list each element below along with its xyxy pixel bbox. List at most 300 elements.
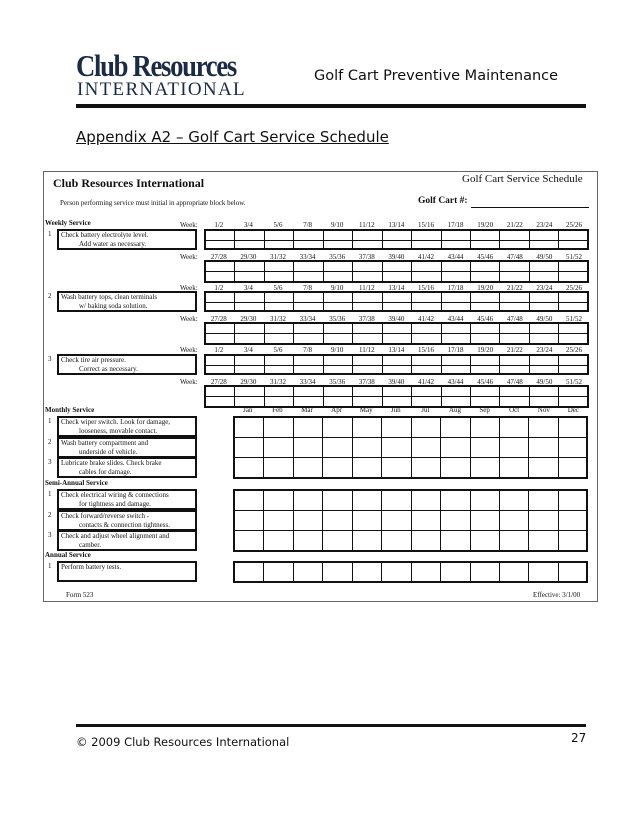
initial-cell[interactable] xyxy=(353,387,382,397)
initial-cell[interactable] xyxy=(294,272,323,282)
task-description xyxy=(57,489,197,510)
task-line-1: Wash battery tops, clean terminals xyxy=(61,293,158,301)
week-header: 25/26 xyxy=(566,284,582,292)
initial-cell[interactable] xyxy=(235,418,264,438)
initial-cell[interactable] xyxy=(471,272,500,282)
initial-cell[interactable] xyxy=(500,324,529,334)
initial-cell[interactable] xyxy=(294,366,323,376)
initial-cell[interactable] xyxy=(294,531,323,551)
initial-cell[interactable] xyxy=(324,293,353,303)
week-header: 17/18 xyxy=(447,346,464,354)
initial-cell[interactable] xyxy=(294,334,323,344)
initial-cell[interactable] xyxy=(441,491,470,511)
initial-cell[interactable] xyxy=(324,231,353,241)
initial-cell[interactable] xyxy=(265,334,294,344)
week-header: 23/24 xyxy=(536,221,553,229)
initial-cell[interactable] xyxy=(530,262,559,272)
initial-cell[interactable] xyxy=(383,241,412,251)
initial-cell[interactable] xyxy=(500,511,529,531)
initial-cell[interactable] xyxy=(442,356,471,366)
initial-cell[interactable] xyxy=(235,334,264,344)
initial-cell[interactable] xyxy=(265,387,294,397)
initial-cell[interactable] xyxy=(471,458,500,478)
initial-cell[interactable] xyxy=(206,387,235,397)
initial-cell[interactable] xyxy=(294,324,323,334)
initial-cell[interactable] xyxy=(206,303,235,313)
initial-cell[interactable] xyxy=(324,366,353,376)
initial-cell[interactable] xyxy=(323,531,352,551)
initial-cell[interactable] xyxy=(264,491,293,511)
initial-cell[interactable] xyxy=(206,324,235,334)
task-line-1: Check forward/reverse switch - xyxy=(61,511,150,520)
initial-cell[interactable] xyxy=(500,563,529,583)
week-header: 39/40 xyxy=(388,253,405,261)
initial-cell[interactable] xyxy=(353,356,382,366)
initial-cell[interactable] xyxy=(559,241,588,251)
initial-cell[interactable] xyxy=(559,387,588,397)
initial-cell[interactable] xyxy=(353,531,382,551)
initial-cell[interactable] xyxy=(294,387,323,397)
task-number: 3 xyxy=(48,531,52,540)
initial-cell[interactable] xyxy=(471,531,500,551)
initial-cell[interactable] xyxy=(383,272,412,282)
week-header: 7/8 xyxy=(303,221,313,229)
initial-cell[interactable] xyxy=(353,324,382,334)
monthly-grid xyxy=(233,416,588,479)
initial-cell[interactable] xyxy=(471,334,500,344)
initial-cell[interactable] xyxy=(235,511,264,531)
initial-cell[interactable] xyxy=(324,241,353,251)
initial-cell[interactable] xyxy=(500,334,529,344)
initial-cell[interactable] xyxy=(530,324,559,334)
initial-cell[interactable] xyxy=(441,458,470,478)
initial-cell[interactable] xyxy=(412,293,441,303)
initial-cell[interactable] xyxy=(235,563,264,583)
golf-cart-number-field[interactable] xyxy=(471,207,589,208)
initial-cell[interactable] xyxy=(471,356,500,366)
initial-cell[interactable] xyxy=(294,511,323,531)
initial-cell[interactable] xyxy=(471,293,500,303)
initial-cell[interactable] xyxy=(471,387,500,397)
task-line-2: for tightness and damage. xyxy=(79,500,151,508)
initial-cell[interactable] xyxy=(324,334,353,344)
initial-cell[interactable] xyxy=(412,563,441,583)
initial-cell[interactable] xyxy=(530,293,559,303)
initial-cell[interactable] xyxy=(264,438,293,458)
initial-cell[interactable] xyxy=(529,491,558,511)
initial-cell[interactable] xyxy=(442,366,471,376)
initial-cell[interactable] xyxy=(529,511,558,531)
initial-cell[interactable] xyxy=(324,324,353,334)
initial-cell[interactable] xyxy=(559,324,588,334)
weekly-grid-weeks-1-26 xyxy=(204,229,589,250)
initial-cell[interactable] xyxy=(294,491,323,511)
month-header: Jan xyxy=(243,406,253,414)
initial-cell[interactable] xyxy=(382,438,411,458)
month-header: Sep xyxy=(479,406,490,414)
initial-cell[interactable] xyxy=(264,511,293,531)
initial-cell[interactable] xyxy=(500,356,529,366)
initial-cell[interactable] xyxy=(206,334,235,344)
initial-cell[interactable] xyxy=(353,563,382,583)
header-rule xyxy=(76,104,586,108)
initial-cell[interactable] xyxy=(353,231,382,241)
initial-cell[interactable] xyxy=(412,458,441,478)
initial-cell[interactable] xyxy=(265,303,294,313)
initial-cell[interactable] xyxy=(442,262,471,272)
initial-cell[interactable] xyxy=(235,531,264,551)
initial-cell[interactable] xyxy=(353,303,382,313)
task-number: 1 xyxy=(48,562,52,570)
initial-cell[interactable] xyxy=(353,241,382,251)
initial-cell[interactable] xyxy=(294,241,323,251)
initial-cell[interactable] xyxy=(323,511,352,531)
week-header: 43/44 xyxy=(447,253,464,261)
initial-cell[interactable] xyxy=(441,418,470,438)
week-header: 9/10 xyxy=(330,346,344,354)
initial-cell[interactable] xyxy=(500,387,529,397)
initial-cell[interactable] xyxy=(530,387,559,397)
initial-cell[interactable] xyxy=(206,366,235,376)
initial-cell[interactable] xyxy=(235,272,264,282)
initial-cell[interactable] xyxy=(559,458,588,478)
initial-cell[interactable] xyxy=(206,272,235,282)
initial-cell[interactable] xyxy=(294,293,323,303)
week-header: 5/6 xyxy=(273,221,283,229)
initial-cell[interactable] xyxy=(471,418,500,438)
week-header: 9/10 xyxy=(330,221,344,229)
week-header: 19/20 xyxy=(477,346,494,354)
initial-cell[interactable] xyxy=(500,438,529,458)
week-header: 25/26 xyxy=(566,346,582,354)
initial-cell[interactable] xyxy=(559,418,588,438)
initial-cell[interactable] xyxy=(323,438,352,458)
initial-cell[interactable] xyxy=(323,491,352,511)
week-header: 13/14 xyxy=(388,346,405,354)
copyright: © 2009 Club Resources International xyxy=(76,735,290,749)
initial-cell[interactable] xyxy=(265,293,294,303)
weekly-grid-weeks-27-52 xyxy=(204,260,589,283)
initial-cell[interactable] xyxy=(264,418,293,438)
initial-cell[interactable] xyxy=(471,324,500,334)
month-header: Aug xyxy=(448,406,462,414)
initial-cell[interactable] xyxy=(412,241,441,251)
initial-cell[interactable] xyxy=(383,293,412,303)
initial-cell[interactable] xyxy=(206,356,235,366)
initial-cell[interactable] xyxy=(264,563,293,583)
initial-cell[interactable] xyxy=(294,303,323,313)
initial-cell[interactable] xyxy=(442,334,471,344)
initial-cell[interactable] xyxy=(353,418,382,438)
initial-cell[interactable] xyxy=(353,293,382,303)
initial-cell[interactable] xyxy=(412,324,441,334)
initial-cell[interactable] xyxy=(559,262,588,272)
initial-cell[interactable] xyxy=(530,366,559,376)
initial-cell[interactable] xyxy=(471,241,500,251)
initial-cell[interactable] xyxy=(294,438,323,458)
initial-cell[interactable] xyxy=(412,418,441,438)
initial-cell[interactable] xyxy=(529,531,558,551)
initial-cell[interactable] xyxy=(530,272,559,282)
initial-cell[interactable] xyxy=(559,438,588,458)
initial-cell[interactable] xyxy=(500,303,529,313)
week-header: 35/36 xyxy=(329,253,346,261)
initial-cell[interactable] xyxy=(382,563,411,583)
initial-cell[interactable] xyxy=(412,387,441,397)
initial-cell[interactable] xyxy=(529,458,558,478)
initial-cell[interactable] xyxy=(206,241,235,251)
initial-cell[interactable] xyxy=(383,387,412,397)
section-heading-annual: Annual Service xyxy=(45,551,91,559)
week-header: 41/42 xyxy=(418,315,434,323)
initial-cell[interactable] xyxy=(559,293,588,303)
footer-rule xyxy=(76,724,586,727)
week-header: 37/38 xyxy=(358,315,375,323)
week-header: 17/18 xyxy=(447,221,464,229)
weekly-grid-weeks-27-52 xyxy=(204,385,589,408)
initial-cell[interactable] xyxy=(529,418,558,438)
initial-cell[interactable] xyxy=(412,262,441,272)
week-header: 37/38 xyxy=(358,378,375,386)
week-header: 31/32 xyxy=(270,315,286,323)
initial-cell[interactable] xyxy=(235,262,264,272)
golf-cart-number-label: Golf Cart #: xyxy=(418,196,468,206)
initial-cell[interactable] xyxy=(500,272,529,282)
initial-cell[interactable] xyxy=(265,356,294,366)
week-label: Week: xyxy=(180,284,198,292)
initial-cell[interactable] xyxy=(500,293,529,303)
initial-cell[interactable] xyxy=(235,231,264,241)
week-header: 13/14 xyxy=(388,284,405,292)
initial-cell[interactable] xyxy=(265,272,294,282)
initial-cell[interactable] xyxy=(323,563,352,583)
initial-cell[interactable] xyxy=(353,458,382,478)
initial-cell[interactable] xyxy=(235,303,264,313)
initial-cell[interactable] xyxy=(500,366,529,376)
initial-cell[interactable] xyxy=(353,366,382,376)
initial-cell[interactable] xyxy=(471,438,500,458)
initial-cell[interactable] xyxy=(530,241,559,251)
initial-cell[interactable] xyxy=(529,438,558,458)
initial-cell[interactable] xyxy=(471,303,500,313)
initial-cell[interactable] xyxy=(529,563,558,583)
initial-cell[interactable] xyxy=(471,511,500,531)
initial-cell[interactable] xyxy=(206,231,235,241)
initial-cell[interactable] xyxy=(324,303,353,313)
initial-cell[interactable] xyxy=(412,511,441,531)
initial-cell[interactable] xyxy=(383,231,412,241)
initial-cell[interactable] xyxy=(265,231,294,241)
initial-cell[interactable] xyxy=(294,418,323,438)
week-header: 21/22 xyxy=(506,346,523,354)
logo-international: INTERNATIONAL xyxy=(77,79,246,100)
initial-cell[interactable] xyxy=(383,356,412,366)
initial-cell[interactable] xyxy=(559,231,588,241)
initial-cell[interactable] xyxy=(412,303,441,313)
task-description xyxy=(57,416,197,437)
week-header: 41/42 xyxy=(418,378,434,386)
initial-cell[interactable] xyxy=(382,531,411,551)
initial-cell[interactable] xyxy=(441,511,470,531)
week-header: 5/6 xyxy=(273,346,283,354)
task-line-1: Check and adjust wheel alignment and xyxy=(61,532,170,541)
week-header: 45/46 xyxy=(477,253,494,261)
initial-cell[interactable] xyxy=(265,262,294,272)
week-header: 25/26 xyxy=(566,221,582,229)
week-header: 27/28 xyxy=(210,378,227,386)
month-header: Dec xyxy=(567,406,580,414)
initial-cell[interactable] xyxy=(412,366,441,376)
initial-cell[interactable] xyxy=(206,397,235,407)
initial-cell[interactable] xyxy=(235,324,264,334)
initial-cell[interactable] xyxy=(441,438,470,458)
initial-cell[interactable] xyxy=(442,324,471,334)
initial-cell[interactable] xyxy=(500,262,529,272)
initial-cell[interactable] xyxy=(235,491,264,511)
initial-cell[interactable] xyxy=(500,531,529,551)
initial-cell[interactable] xyxy=(265,324,294,334)
week-header: 15/16 xyxy=(418,346,434,354)
initial-cell[interactable] xyxy=(324,262,353,272)
week-header: 11/12 xyxy=(358,346,375,354)
initial-cell[interactable] xyxy=(412,334,441,344)
initial-cell[interactable] xyxy=(471,366,500,376)
initial-cell[interactable] xyxy=(235,241,264,251)
initial-cell[interactable] xyxy=(559,563,588,583)
initial-cell[interactable] xyxy=(530,231,559,241)
initial-cell[interactable] xyxy=(530,356,559,366)
initial-cell[interactable] xyxy=(382,418,411,438)
initial-cell[interactable] xyxy=(382,458,411,478)
initial-cell[interactable] xyxy=(264,458,293,478)
initial-cell[interactable] xyxy=(500,491,529,511)
initial-cell[interactable] xyxy=(559,531,588,551)
initial-cell[interactable] xyxy=(235,438,264,458)
initial-cell[interactable] xyxy=(353,334,382,344)
initial-cell[interactable] xyxy=(559,366,588,376)
initial-cell[interactable] xyxy=(324,272,353,282)
initial-cell[interactable] xyxy=(442,231,471,241)
initial-cell[interactable] xyxy=(442,293,471,303)
initial-cell[interactable] xyxy=(383,324,412,334)
initial-cell[interactable] xyxy=(383,262,412,272)
initial-cell[interactable] xyxy=(353,262,382,272)
annual-grid xyxy=(233,561,588,583)
initial-cell[interactable] xyxy=(500,458,529,478)
initial-cell[interactable] xyxy=(235,366,264,376)
initial-cell[interactable] xyxy=(353,438,382,458)
logo-club-resources: Club Resources xyxy=(76,48,236,83)
initial-cell[interactable] xyxy=(383,366,412,376)
page-number: 27 xyxy=(571,731,587,745)
initial-cell[interactable] xyxy=(206,293,235,303)
appendix-title: Appendix A2 – Golf Cart Service Schedule xyxy=(76,128,389,146)
initial-cell[interactable] xyxy=(471,262,500,272)
week-header: 9/10 xyxy=(330,284,344,292)
initial-cell[interactable] xyxy=(235,356,264,366)
initial-cell[interactable] xyxy=(383,334,412,344)
week-header: 51/52 xyxy=(566,315,582,323)
week-header: 31/32 xyxy=(270,378,286,386)
initial-cell[interactable] xyxy=(559,511,588,531)
week-header: 19/20 xyxy=(477,284,494,292)
initial-cell[interactable] xyxy=(323,458,352,478)
initial-cell[interactable] xyxy=(412,531,441,551)
initial-cell[interactable] xyxy=(265,241,294,251)
initial-cell[interactable] xyxy=(530,303,559,313)
initial-cell[interactable] xyxy=(294,262,323,272)
initial-cell[interactable] xyxy=(383,303,412,313)
initial-cell[interactable] xyxy=(412,491,441,511)
initial-cell[interactable] xyxy=(500,418,529,438)
initial-cell[interactable] xyxy=(353,511,382,531)
initial-cell[interactable] xyxy=(442,387,471,397)
initial-cell[interactable] xyxy=(324,356,353,366)
initial-cell[interactable] xyxy=(235,387,264,397)
task-number: 2 xyxy=(48,292,52,300)
initial-cell[interactable] xyxy=(235,293,264,303)
initial-cell[interactable] xyxy=(264,531,293,551)
section-heading-monthly: Monthly Service xyxy=(45,406,95,414)
initial-cell[interactable] xyxy=(324,387,353,397)
month-header: Nov xyxy=(537,406,550,414)
initial-cell[interactable] xyxy=(294,231,323,241)
week-header: 13/14 xyxy=(388,221,405,229)
week-header: 3/4 xyxy=(243,221,253,229)
initial-cell[interactable] xyxy=(294,458,323,478)
initial-cell[interactable] xyxy=(294,563,323,583)
initial-cell[interactable] xyxy=(382,511,411,531)
initial-cell[interactable] xyxy=(441,563,470,583)
task-line-1: Check wiper switch. Look for damage, xyxy=(61,418,171,426)
initial-cell[interactable] xyxy=(559,356,588,366)
form-number: Form 523 xyxy=(66,591,94,599)
initial-cell[interactable] xyxy=(206,262,235,272)
initial-cell[interactable] xyxy=(353,272,382,282)
initial-cell[interactable] xyxy=(559,272,588,282)
initial-cell[interactable] xyxy=(471,563,500,583)
initial-cell[interactable] xyxy=(471,491,500,511)
initial-cell[interactable] xyxy=(412,356,441,366)
initial-cell[interactable] xyxy=(442,272,471,282)
initial-cell[interactable] xyxy=(559,303,588,313)
initial-cell[interactable] xyxy=(530,334,559,344)
section-heading-semi-annual: Semi-Annual Service xyxy=(45,479,108,487)
week-header: 5/6 xyxy=(273,284,283,292)
task-number: 1 xyxy=(48,490,52,498)
task-line-1: Wash battery compartment and xyxy=(61,438,149,447)
task-line-1: Lubricate brake slides. Check brake xyxy=(61,459,162,468)
initial-cell[interactable] xyxy=(412,272,441,282)
initial-cell[interactable] xyxy=(323,418,352,438)
initial-cell[interactable] xyxy=(382,491,411,511)
initial-cell[interactable] xyxy=(412,231,441,241)
initial-cell[interactable] xyxy=(353,491,382,511)
weekly-grid-weeks-1-26 xyxy=(204,291,589,312)
initial-cell[interactable] xyxy=(442,241,471,251)
initial-cell[interactable] xyxy=(500,241,529,251)
initial-cell[interactable] xyxy=(412,438,441,458)
initial-cell[interactable] xyxy=(294,356,323,366)
initial-cell[interactable] xyxy=(265,366,294,376)
initial-cell[interactable] xyxy=(441,531,470,551)
initial-cell[interactable] xyxy=(500,231,529,241)
initial-cell[interactable] xyxy=(559,334,588,344)
initial-cell[interactable] xyxy=(235,458,264,478)
initial-cell[interactable] xyxy=(471,231,500,241)
initial-cell[interactable] xyxy=(442,303,471,313)
initial-cell[interactable] xyxy=(559,491,588,511)
